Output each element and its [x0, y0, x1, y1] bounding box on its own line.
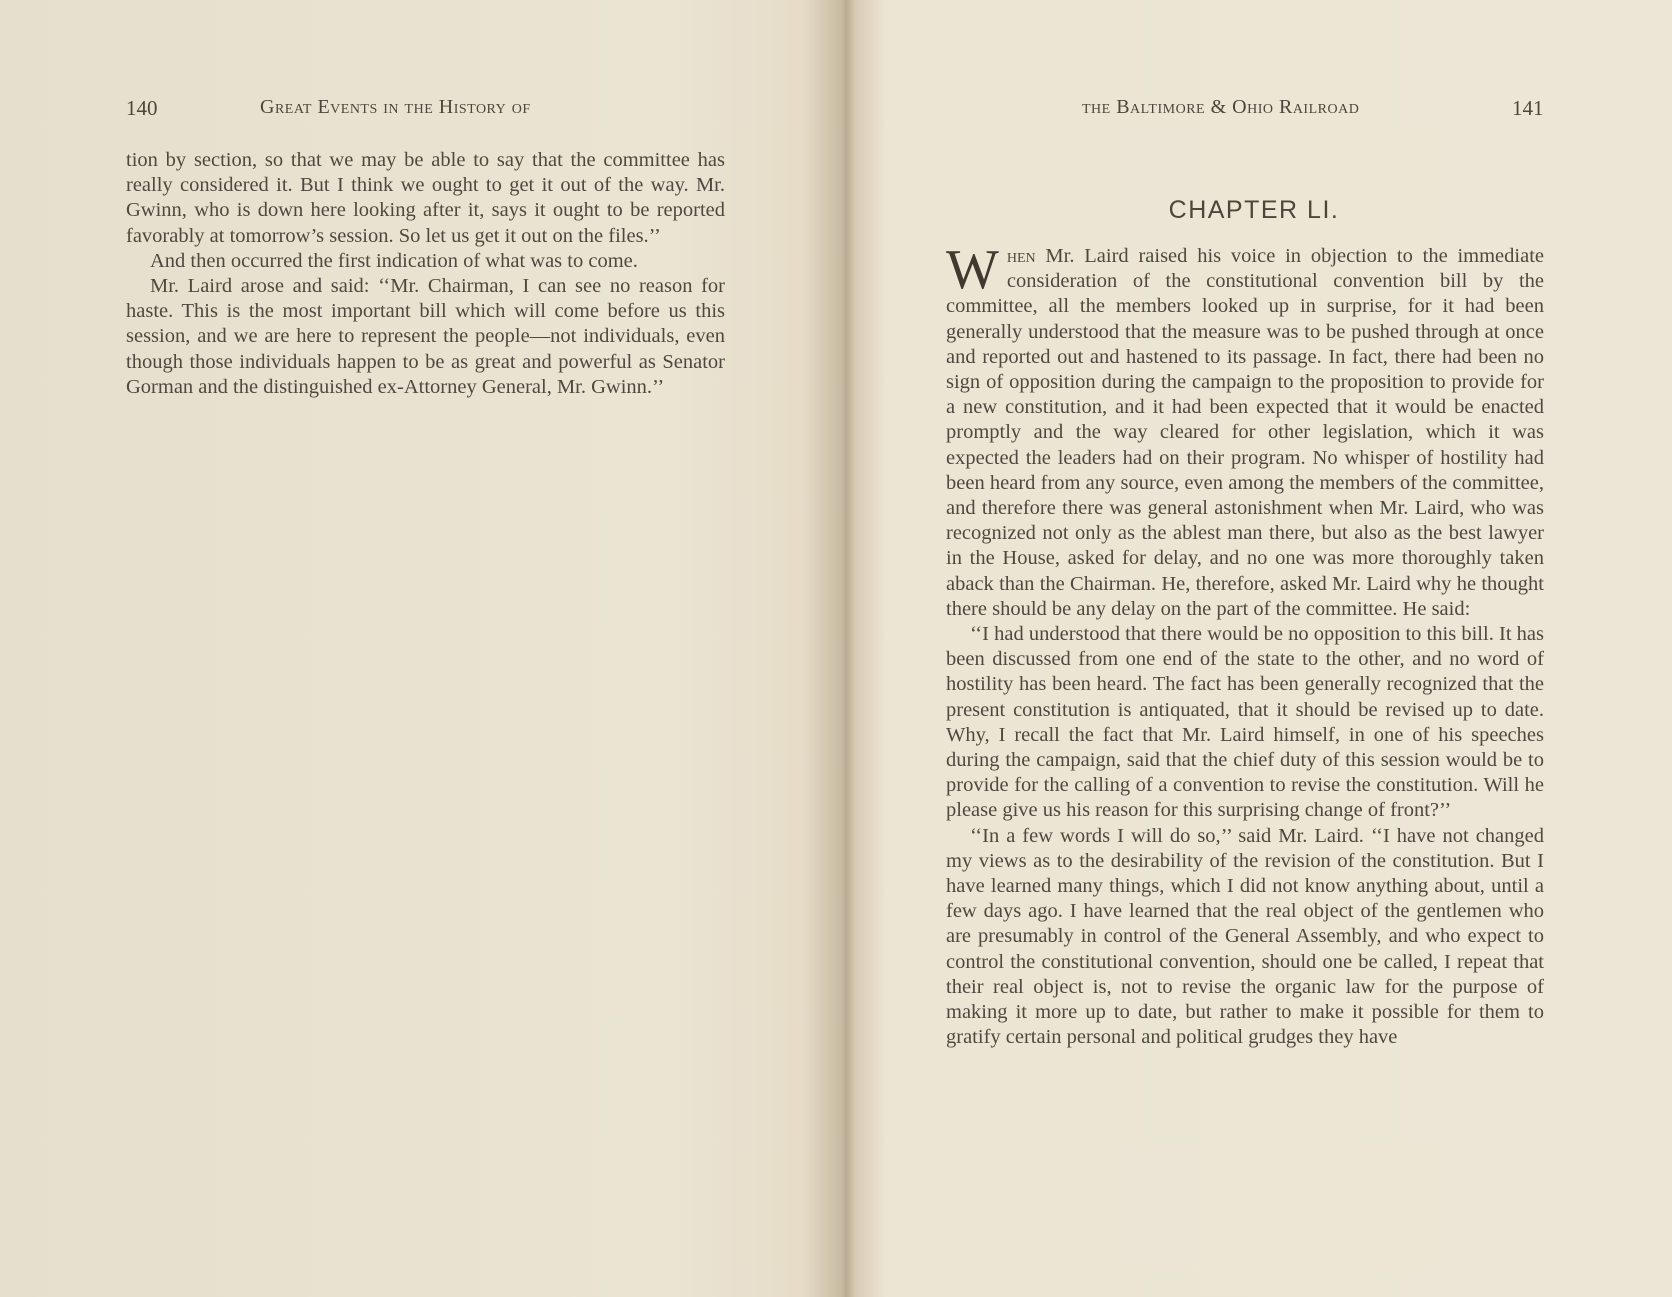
left-body-text	[126, 148, 725, 400]
left-paragraph-1: tion by section, so that we may be able to say that the committee has really considered it. But I think we ought to get it out of the way. Mr. Gwinn, who is down here looking after it, says it ought to be reported favorably at tomorrow’s session. So let us get it out on the files.’’	[126, 149, 725, 247]
chapter-title: CHAPTER LI.	[1168, 196, 1340, 224]
left-paragraph-2: And then occurred the first indication of what was to come.	[150, 249, 638, 272]
right-paragraph-1	[946, 239, 1544, 622]
right-running-head: the Baltimore & Ohio Railroad	[1082, 96, 1360, 118]
right-body-text	[946, 239, 1544, 1051]
right-page-number: 141	[1512, 96, 1544, 120]
right-paragraph-3: ‘‘In a few words I will do so,’’ said Mr. Laird. ‘‘I have not changed my views as to the desirability of the revision of the constitution. But I have learned many things, which I did not know anything about, until a few days ago. I have learned that the real object of the gentlemen who are presumably in control of the General Assembly, and who expect to control the constitutional convention, should one be called, I repeat that their real object is, not to revise the organic law for the purpose of making it more up to date, but rather to make it possible for them to gratify certain personal and political grudges they have	[946, 824, 1544, 1049]
drop-cap: W	[946, 239, 999, 301]
first-paragraph-text: Mr. Laird raised his voice in objection to the immediate consideration of the constitutional convention bill by the committee, all the members looked up in surprise, for it had been generally understood that the measure was to be pushed through at once and reported out and hastened to its passage. In fact, there had been no sign of opposition during the campaign to the proposition to provide for a new constitution, and it had been expected that it would be enacted promptly and the way cleared for other legislation, which it was expected the leaders had on their program. No whisper of hostility had been heard from any source, even among the members of the committee, and therefore there was general astonishment when Mr. Laird, who was recognized not only as the ablest man there, but also as the best lawyer in the House, asked for delay, and no one was more thoroughly taken aback than the Chairman. He, therefore, asked Mr. Laird why he thought there should be any delay on the part of the committee. He said:	[946, 245, 1544, 620]
left-running-head: Great Events in the History of	[260, 96, 531, 118]
left-paragraph-3: Mr. Laird arose and said: ‘‘Mr. Chairman, I can see no reason for haste. This is the most important bill which will come before us this session, and we are here to represent the people—not individuals, even though those individuals happen to be as great and powerful as Senator Gorman and the distinguished ex-Attorney General, Mr. Gwinn.’’	[126, 275, 725, 398]
right-page	[836, 0, 1672, 1297]
right-paragraph-2: ‘‘I had understood that there would be no opposition to this bill. It has been discussed from one end of the state to the other, and no word of hostility has been heard. The fact has been generally recognized that the present constitution is antiquated, that it should be revised up to date. Why, I recall the fact that Mr. Laird himself, in one of his speeches during the campaign, said that the chief duty of this session would be to provide for the calling of a convention to revise the constitution. Will he please give us his reason for this surprising change of front?’’	[946, 623, 1544, 822]
left-page-number: 140	[126, 96, 158, 120]
first-word-rest: hen	[1006, 245, 1036, 267]
